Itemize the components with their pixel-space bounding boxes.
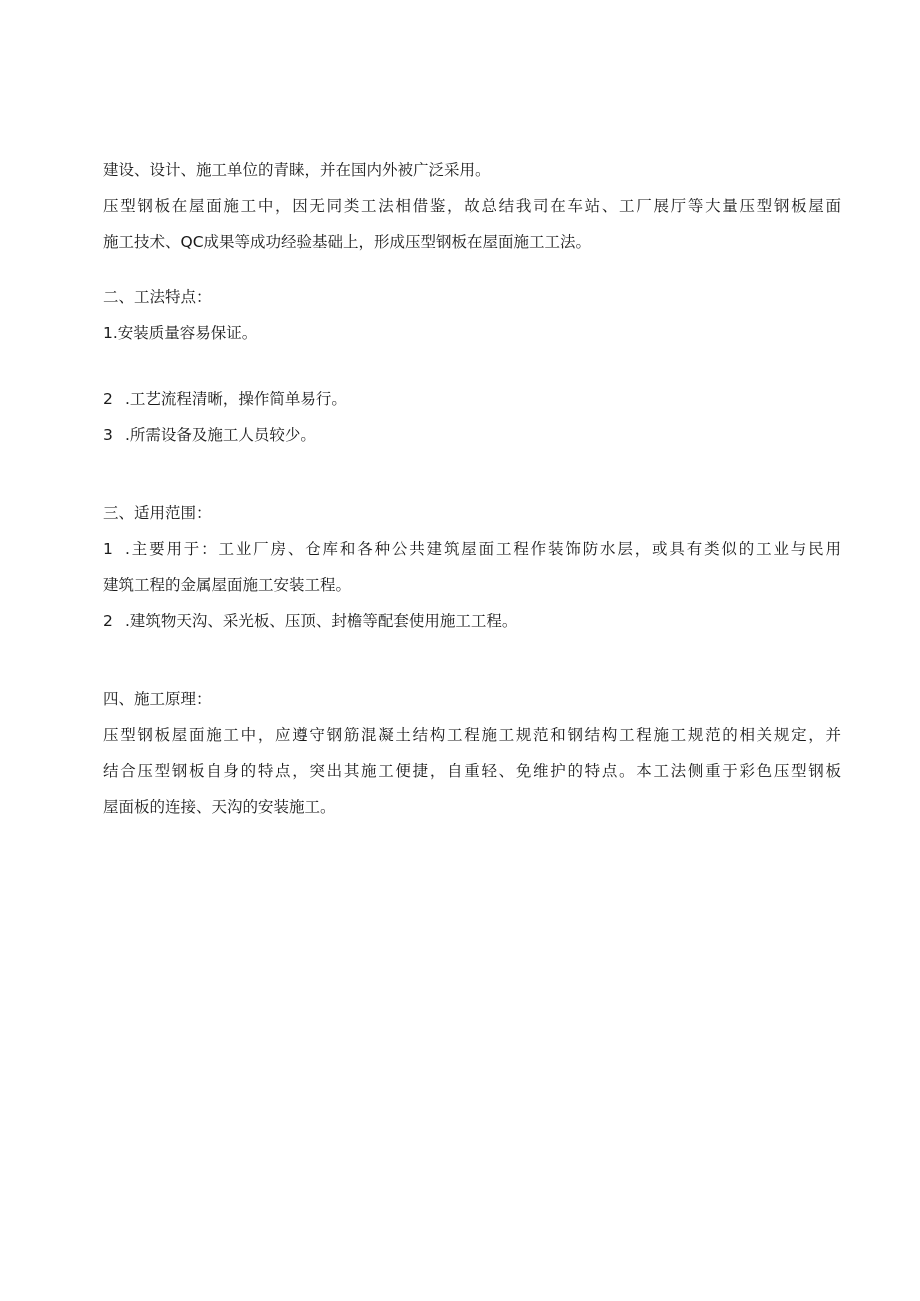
- intro-line-3: 施工技术、QC成果等成功经验基础上，形成压型钢板在屋面施工工法。: [103, 233, 592, 251]
- section-3-item-2: [103, 609, 841, 633]
- document-page: [103, 158, 841, 831]
- item-number: 3: [103, 426, 113, 444]
- section-3-item-1-cont: 建筑工程的金属屋面施工安装工程。: [103, 576, 352, 594]
- item-text: .建筑物天沟、采光板、压顶、封檐等配套使用施工工程。: [125, 612, 518, 630]
- section-2-item-3: [103, 423, 841, 447]
- item-text: .所需设备及施工人员较少。: [125, 426, 316, 444]
- section-3-item-1: [103, 537, 841, 561]
- item-text: .主要用于：工业厂房、仓库和各种公共建筑屋面工程作装饰防水层，或具有类似的工业与民用: [125, 540, 841, 558]
- section-4-line-3: 屋面板的连接、天沟的安装施工。: [103, 798, 336, 816]
- section-4-heading: 四、施工原理：: [103, 690, 212, 708]
- section-4-line-2: 结合压型钢板自身的特点，突出其施工便捷，自重轻、免维护的特点。本工法侧重于彩色压型钢板: [103, 762, 841, 780]
- item-number: 2: [103, 390, 113, 408]
- intro-line-2: 压型钢板在屋面施工中，因无同类工法相借鉴，故总结我司在车站、工厂展厅等大量压型钢板屋面: [103, 197, 841, 215]
- intro-line-1: 建设、设计、施工单位的青睐，并在国内外被广泛采用。: [103, 161, 491, 179]
- section-2-item-2: [103, 387, 841, 411]
- section-4-line-1: 压型钢板屋面施工中，应遵守钢筋混凝土结构工程施工规范和钢结构工程施工规范的相关规定，并: [103, 726, 841, 744]
- section-3-heading: 三、适用范围：: [103, 504, 212, 522]
- item-number: 2: [103, 612, 113, 630]
- section-2-heading: 二、工法特点：: [103, 288, 212, 306]
- section-2-item-1: 1.安装质量容易保证。: [103, 324, 258, 342]
- item-text: .工艺流程清晰，操作简单易行。: [125, 390, 347, 408]
- item-number: 1: [103, 540, 113, 558]
